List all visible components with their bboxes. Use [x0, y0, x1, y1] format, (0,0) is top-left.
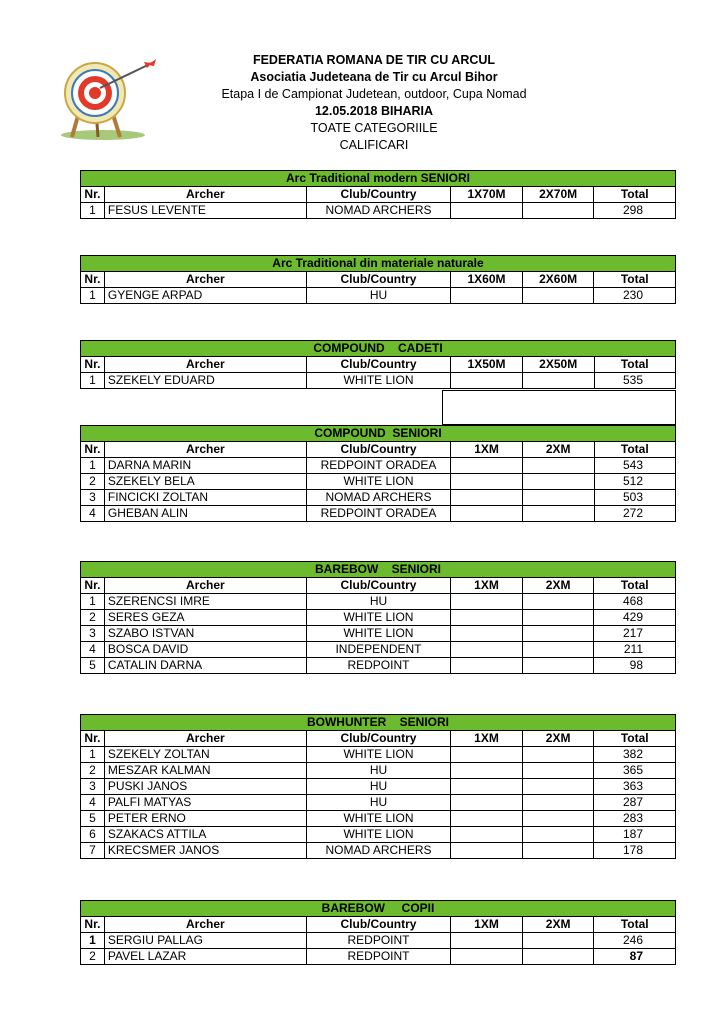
round1-score	[451, 373, 523, 389]
archer-name: PETER ERNO	[104, 811, 306, 827]
rank: 2	[81, 610, 105, 626]
club: HU	[306, 779, 450, 795]
total-score: 287	[594, 795, 676, 811]
category-title: Arc Traditional din materiale naturale	[81, 256, 676, 272]
archery-target-icon	[48, 55, 160, 140]
round1-score	[451, 474, 523, 490]
round1-score	[451, 626, 523, 642]
rank: 2	[81, 949, 105, 965]
col-header-total: Total	[594, 731, 676, 747]
rank: 1	[81, 594, 105, 610]
round2-score	[522, 827, 594, 843]
club: REDPOINT ORADEA	[306, 458, 450, 474]
round1-score	[451, 763, 523, 779]
archer-name: PUSKI JANOS	[104, 779, 306, 795]
round2-score	[522, 288, 594, 304]
table-row	[81, 843, 676, 859]
col-header-archer: Archer	[104, 442, 306, 458]
round2-score	[522, 933, 594, 949]
archer-name: SZEKELY ZOLTAN	[104, 747, 306, 763]
total-score: 365	[594, 763, 676, 779]
round2-score	[522, 843, 594, 859]
round2-score	[522, 949, 594, 965]
round1-score	[451, 779, 523, 795]
archer-name: PAVEL LAZAR	[104, 949, 306, 965]
round1-score	[451, 288, 523, 304]
col-header-round1: 1X70M	[451, 187, 523, 203]
club: WHITE LION	[306, 811, 450, 827]
col-header-archer: Archer	[104, 731, 306, 747]
club: HU	[306, 288, 450, 304]
col-header-total: Total	[594, 442, 675, 458]
rank: 1	[81, 458, 105, 474]
table-row	[81, 779, 676, 795]
col-header-nr: Nr.	[81, 357, 105, 373]
col-header-total: Total	[594, 357, 675, 373]
round2-score	[522, 474, 594, 490]
table-row	[81, 949, 676, 965]
round2-score	[522, 594, 594, 610]
col-header-archer: Archer	[104, 578, 306, 594]
archer-name: SZAKACS ATTILA	[104, 827, 306, 843]
col-header-club: Club/Country	[306, 357, 450, 373]
category-title: BAREBOW COPII	[81, 901, 676, 917]
rank: 2	[81, 474, 105, 490]
club: WHITE LION	[306, 827, 450, 843]
round2-score	[522, 626, 594, 642]
round2-score	[522, 811, 594, 827]
col-header-club: Club/Country	[306, 917, 450, 933]
table-row	[81, 458, 676, 474]
round1-score	[451, 795, 523, 811]
col-header-round1: 1XM	[451, 917, 523, 933]
qualification-label: CALIFICARI	[339, 138, 409, 152]
col-header-archer: Archer	[104, 917, 306, 933]
archer-name: SERES GEZA	[104, 610, 306, 626]
table-row	[81, 474, 676, 490]
round2-score	[522, 658, 594, 674]
club: REDPOINT	[306, 933, 450, 949]
rank: 3	[81, 626, 105, 642]
round2-score	[522, 203, 594, 219]
total-score: 382	[594, 747, 676, 763]
col-header-club: Club/Country	[306, 578, 450, 594]
total-score: 178	[594, 843, 676, 859]
total-score: 429	[594, 610, 676, 626]
col-header-nr: Nr.	[81, 578, 105, 594]
total-score: 503	[594, 490, 675, 506]
archer-name: SZEKELY EDUARD	[104, 373, 306, 389]
table-row	[81, 747, 676, 763]
round1-score	[451, 811, 523, 827]
total-score: 246	[594, 933, 676, 949]
archer-name: SZABO ISTVAN	[104, 626, 306, 642]
club: NOMAD ARCHERS	[306, 203, 450, 219]
col-header-round2: 2XM	[522, 917, 594, 933]
table-row	[81, 203, 676, 219]
round2-score	[522, 373, 594, 389]
round2-score	[522, 747, 594, 763]
club: WHITE LION	[306, 373, 450, 389]
rank: 6	[81, 827, 105, 843]
club: INDEPENDENT	[306, 642, 450, 658]
results-table-barebow-seniors	[80, 561, 676, 674]
round2-score	[522, 642, 594, 658]
association-name: Asociatia Judeteana de Tir cu Arcul Bihor	[250, 70, 498, 84]
col-header-club: Club/Country	[306, 442, 450, 458]
category-title: COMPOUND CADETI	[81, 341, 676, 357]
rank: 4	[81, 506, 105, 522]
table-row	[81, 933, 676, 949]
table-row	[81, 506, 676, 522]
col-header-archer: Archer	[104, 357, 306, 373]
rank: 3	[81, 490, 105, 506]
table-row	[81, 795, 676, 811]
round1-score	[451, 203, 523, 219]
col-header-archer: Archer	[104, 272, 306, 288]
club: WHITE LION	[306, 610, 450, 626]
round2-score	[522, 779, 594, 795]
round2-score	[522, 458, 594, 474]
archer-name: FESUS LEVENTE	[104, 203, 306, 219]
table-row	[81, 610, 676, 626]
club: NOMAD ARCHERS	[306, 490, 450, 506]
table-row	[81, 658, 676, 674]
rank: 5	[81, 811, 105, 827]
event-name: Etapa I de Campionat Judetean, outdoor, Cupa Nomad	[221, 87, 527, 101]
club: REDPOINT	[306, 949, 450, 965]
round1-score	[451, 490, 523, 506]
empty-cell-block	[442, 390, 676, 425]
total-score: 363	[594, 779, 676, 795]
col-header-round1: 1X60M	[451, 272, 523, 288]
round1-score	[451, 458, 523, 474]
archer-name: BOSCA DAVID	[104, 642, 306, 658]
club: WHITE LION	[306, 474, 450, 490]
category-title: Arc Traditional modern SENIORI	[81, 171, 676, 187]
archer-name: FINCICKI ZOLTAN	[104, 490, 306, 506]
round2-score	[522, 506, 594, 522]
table-row	[81, 288, 676, 304]
rank: 1	[81, 933, 105, 949]
archer-name: GYENGE ARPAD	[104, 288, 306, 304]
col-header-club: Club/Country	[306, 187, 450, 203]
club: HU	[306, 763, 450, 779]
round1-score	[451, 594, 523, 610]
table-row	[81, 490, 676, 506]
rank: 1	[81, 373, 105, 389]
total-score: 230	[594, 288, 676, 304]
archer-name: MESZAR KALMAN	[104, 763, 306, 779]
rank: 4	[81, 642, 105, 658]
total-score: 211	[594, 642, 676, 658]
total-score: 512	[594, 474, 675, 490]
categories-label: TOATE CATEGORIILE	[310, 121, 438, 135]
col-header-round2: 2XM	[522, 578, 594, 594]
rank: 2	[81, 763, 105, 779]
table-row	[81, 594, 676, 610]
results-table-compound-cadets	[80, 340, 676, 389]
archer-name: SZERENCSI IMRE	[104, 594, 306, 610]
round1-score	[451, 642, 523, 658]
club: NOMAD ARCHERS	[306, 843, 450, 859]
table-row	[81, 811, 676, 827]
total-score: 272	[594, 506, 675, 522]
round2-score	[522, 795, 594, 811]
event-date-location: 12.05.2018 BIHARIA	[314, 104, 434, 118]
col-header-nr: Nr.	[81, 272, 105, 288]
total-score: 535	[594, 373, 675, 389]
col-header-round1: 1XM	[451, 731, 523, 747]
club: HU	[306, 594, 450, 610]
archer-name: DARNA MARIN	[104, 458, 306, 474]
col-header-round1: 1X50M	[451, 357, 523, 373]
col-header-archer: Archer	[104, 187, 306, 203]
col-header-club: Club/Country	[306, 731, 450, 747]
round1-score	[451, 658, 523, 674]
col-header-round1: 1XM	[451, 442, 523, 458]
club: HU	[306, 795, 450, 811]
col-header-nr: Nr.	[81, 187, 105, 203]
archer-name: GHEBAN ALIN	[104, 506, 306, 522]
table-row	[81, 827, 676, 843]
archer-name: SZEKELY BELA	[104, 474, 306, 490]
round1-score	[451, 949, 523, 965]
category-title: BOWHUNTER SENIORI	[81, 715, 676, 731]
col-header-round2: 2X50M	[522, 357, 594, 373]
round2-score	[522, 763, 594, 779]
col-header-round2: 2X70M	[522, 187, 594, 203]
rank: 5	[81, 658, 105, 674]
category-title: BAREBOW SENIORI	[81, 562, 676, 578]
col-header-round1: 1XM	[451, 578, 523, 594]
col-header-nr: Nr.	[81, 731, 105, 747]
table-row	[81, 626, 676, 642]
results-table-compound-seniors	[80, 425, 676, 522]
archer-name: KRECSMER JANOS	[104, 843, 306, 859]
col-header-nr: Nr.	[81, 442, 105, 458]
col-header-round2: 2X60M	[522, 272, 594, 288]
col-header-total: Total	[594, 272, 676, 288]
total-score: 217	[594, 626, 676, 642]
category-title: COMPOUND SENIORI	[81, 426, 676, 442]
archer-name: SERGIU PALLAG	[104, 933, 306, 949]
club: WHITE LION	[306, 626, 450, 642]
round1-score	[451, 747, 523, 763]
col-header-nr: Nr.	[81, 917, 105, 933]
col-header-total: Total	[594, 917, 676, 933]
total-score: 283	[594, 811, 676, 827]
total-score: 468	[594, 594, 676, 610]
federation-name: FEDERATIA ROMANA DE TIR CU ARCUL	[252, 53, 496, 67]
table-row	[81, 763, 676, 779]
table-row	[81, 642, 676, 658]
total-score: 543	[594, 458, 675, 474]
results-table-barebow-children	[80, 900, 676, 965]
total-score: 187	[594, 827, 676, 843]
total-score: 298	[594, 203, 676, 219]
col-header-round2: 2XM	[522, 442, 594, 458]
document-header	[200, 52, 548, 154]
club: REDPOINT ORADEA	[306, 506, 450, 522]
round1-score	[451, 506, 523, 522]
results-table-traditional-natural	[80, 255, 676, 304]
col-header-total: Total	[594, 578, 676, 594]
rank: 3	[81, 779, 105, 795]
club: WHITE LION	[306, 747, 450, 763]
rank: 4	[81, 795, 105, 811]
col-header-total: Total	[594, 187, 676, 203]
rank: 7	[81, 843, 105, 859]
rank: 1	[81, 288, 105, 304]
round1-score	[451, 933, 523, 949]
round2-score	[522, 610, 594, 626]
results-table-bowhunter-seniors	[80, 714, 676, 859]
col-header-round2: 2XM	[522, 731, 594, 747]
round1-score	[451, 843, 523, 859]
col-header-club: Club/Country	[306, 272, 450, 288]
rank: 1	[81, 747, 105, 763]
round2-score	[522, 490, 594, 506]
total-score: 98	[594, 658, 676, 674]
rank: 1	[81, 203, 105, 219]
archer-name: CATALIN DARNA	[104, 658, 306, 674]
round1-score	[451, 610, 523, 626]
club: REDPOINT	[306, 658, 450, 674]
archer-name: PALFI MATYAS	[104, 795, 306, 811]
total-score: 87	[594, 949, 676, 965]
round1-score	[451, 827, 523, 843]
results-table-traditional-modern	[80, 170, 676, 219]
table-row	[81, 373, 676, 389]
